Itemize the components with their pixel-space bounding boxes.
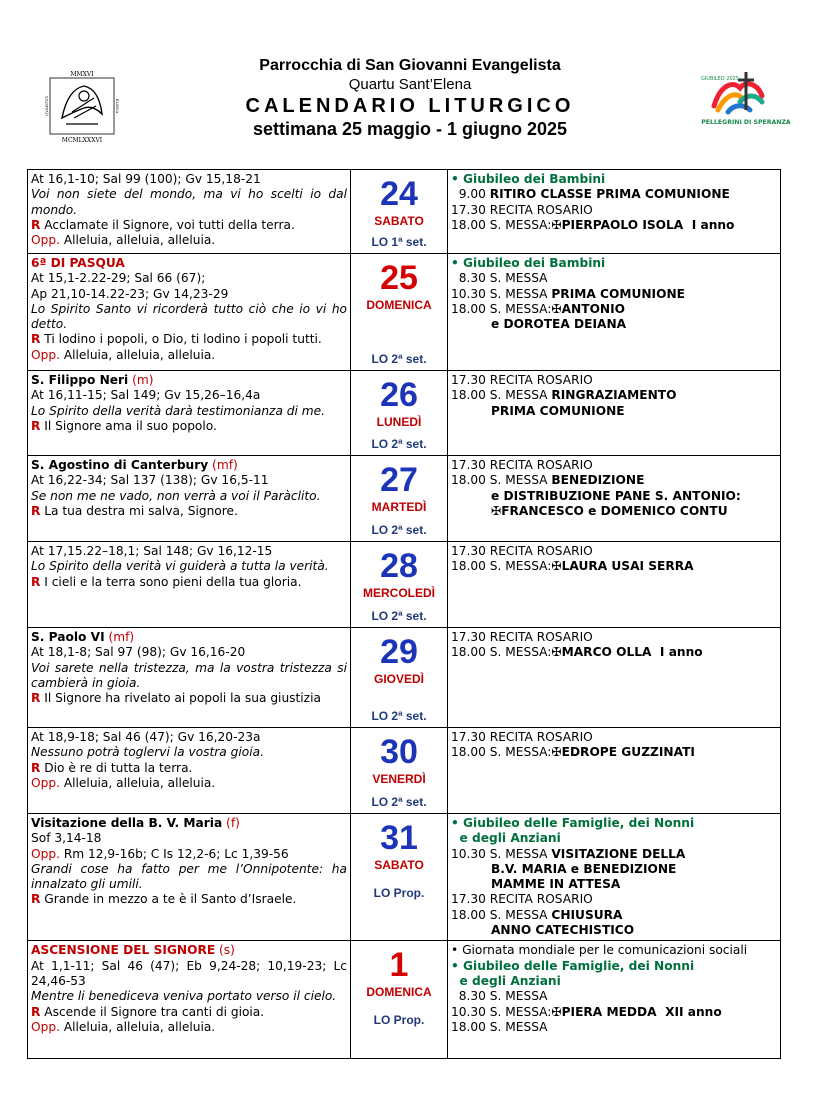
- readings-cell: [28, 254, 351, 371]
- event-line: [451, 404, 777, 419]
- reading-text: Voi non siete del mondo, ma vi ho scelti io dal mondo.: [31, 187, 347, 217]
- event-line: [451, 1020, 777, 1035]
- event-highlight: BENEDIZIONE: [551, 473, 645, 488]
- reading-line: [31, 302, 347, 333]
- liturgy-of-hours: LO 2ª set.: [371, 608, 427, 623]
- event-line: [451, 544, 777, 559]
- day-number: 31: [380, 819, 418, 857]
- event-line: [451, 1005, 777, 1020]
- event-line: [451, 271, 777, 286]
- reading-text: Voi sarete nella tristezza, ma la vostra tristezza si cambierà in gioia.: [31, 660, 347, 690]
- day-name: GIOVEDÌ: [373, 672, 424, 686]
- reading-line: [31, 645, 347, 660]
- events-cell: [448, 814, 781, 941]
- event-line: [451, 816, 777, 831]
- event-line: [451, 862, 777, 877]
- readings-cell: [28, 728, 351, 814]
- event-text: 18.00 S. MESSA:: [451, 217, 552, 232]
- response-marker: R: [31, 418, 41, 433]
- event-line: [451, 489, 777, 504]
- event-highlight: ✠EDROPE GUZZINATI: [551, 745, 695, 760]
- celebration-title: S. Filippo Neri: [31, 373, 129, 387]
- event-text: 18.00 S. MESSA:: [451, 645, 552, 660]
- liturgy-of-hours: LO 2ª set.: [371, 436, 427, 451]
- response-marker: R: [31, 892, 41, 907]
- event-line: [451, 847, 777, 862]
- day-row: [28, 814, 781, 941]
- reading-line: [31, 959, 347, 990]
- reading-text: Alleluia, alleluia, alleluia.: [59, 1019, 216, 1034]
- readings-cell: [28, 371, 351, 456]
- celebration-title: ASCENSIONE DEL SIGNORE: [31, 943, 216, 958]
- event-line: [451, 892, 777, 907]
- events-cell: [448, 941, 781, 1059]
- date-cell: [351, 456, 448, 542]
- reading-line: [31, 172, 347, 187]
- liturgy-of-hours: LO 2ª set.: [371, 794, 427, 809]
- day-name: MERCOLEDÌ: [363, 586, 435, 600]
- event-line: [451, 559, 777, 574]
- event-highlight: CHIUSURA: [551, 907, 623, 922]
- day-number: 26: [380, 376, 418, 414]
- event-line: [451, 256, 777, 271]
- reading-line: [31, 404, 347, 419]
- event-highlight: RINGRAZIAMENTO: [551, 388, 677, 403]
- response-marker: R: [31, 691, 41, 706]
- response-marker: Opp.: [31, 846, 60, 861]
- calendar-title: CALENDARIO LITURGICO: [245, 95, 575, 117]
- event-text: 9.00: [451, 187, 490, 202]
- parish-name: Parrocchia di San Giovanni Evangelista: [259, 57, 561, 74]
- reading-text: Nessuno potrà toglervi la vostra gioia.: [31, 745, 264, 760]
- header: [0, 56, 820, 140]
- reading-text: At 15,1-2.22-29; Sal 66 (67);: [31, 271, 206, 286]
- celebration-title: Visitazione della B. V. Maria: [31, 816, 223, 830]
- response-marker: Opp.: [31, 775, 60, 790]
- day-number: 25: [380, 259, 418, 297]
- jubilee-event: • Giubileo delle Famiglie, dei Nonni: [451, 958, 695, 973]
- readings-cell: [28, 941, 351, 1059]
- celebration-title: S. Paolo VI: [31, 630, 105, 644]
- event-line: [451, 187, 777, 202]
- event-line: [451, 504, 777, 519]
- day-name: MARTEDÌ: [371, 500, 427, 514]
- day-name: DOMENICA: [366, 985, 432, 1000]
- date-cell: [351, 542, 448, 628]
- event-line: [451, 302, 777, 317]
- reading-text: Lo Spirito della verità darà testimonianza di me.: [31, 403, 326, 418]
- celebration-rank: (mf): [104, 630, 135, 644]
- reading-text: At 1,1-11; Sal 46 (47); Eb 9,24-28; 10,19-23; Lc 24,46-53: [31, 958, 347, 988]
- event-highlight: ✠ANTONIO: [551, 301, 626, 316]
- reading-text: Alleluia, alleluia, alleluia.: [59, 775, 216, 790]
- reading-line: [31, 348, 347, 363]
- reading-text: Sof 3,14-18: [31, 831, 102, 846]
- reading-line: [31, 332, 347, 347]
- event-highlight: e DOROTEA DEIANA: [491, 317, 627, 332]
- day-name: DOMENICA: [366, 298, 432, 312]
- jubilee-year: GIUBILEO 2025: [700, 76, 740, 82]
- reading-text: Ascende il Signore tra canti di gioia.: [40, 1004, 265, 1019]
- reading-text: Grande in mezzo a te è il Santo d’Israele.: [40, 892, 297, 907]
- event-highlight: VISITAZIONE DELLA: [551, 846, 686, 861]
- celebration-title: 6ª DI PASQUA: [31, 256, 125, 270]
- event-line: [451, 287, 777, 302]
- liturgy-of-hours: LO Prop.: [373, 1013, 425, 1028]
- reading-line: [31, 504, 347, 519]
- event-line: [451, 388, 777, 403]
- reading-line: [31, 661, 347, 692]
- reading-line: [31, 847, 347, 862]
- event-line: [451, 458, 777, 473]
- seal-left-text: QVARTVS: [44, 95, 49, 117]
- event-highlight: ANNO CATECHISTICO: [491, 923, 635, 938]
- event-line: [451, 630, 777, 645]
- response-marker: Opp.: [31, 347, 60, 362]
- date-cell: [351, 170, 448, 254]
- reading-text: At 16,11-15; Sal 149; Gv 15,26–16,4a: [31, 388, 261, 403]
- day-row: [28, 371, 781, 456]
- day-row: [28, 254, 781, 371]
- reading-text: At 18,1-8; Sal 97 (98); Gv 16,16-20: [31, 645, 246, 660]
- event-highlight: ✠LAURA USAI SERRA: [551, 559, 694, 574]
- events-cell: [448, 254, 781, 371]
- reading-line: [31, 233, 347, 248]
- reading-text: Lo Spirito Santo vi ricorderà tutto ciò che io vi ho detto.: [31, 301, 347, 332]
- reading-line: [31, 816, 347, 831]
- reading-line: [31, 943, 347, 958]
- reading-text: Rm 12,9-16b; C Is 12,2-6; Lc 1,39-56: [59, 846, 289, 861]
- event-text: 17.30 RECITA ROSARIO: [451, 892, 593, 907]
- week-range: settimana 25 maggio - 1 giugno 2025: [252, 119, 568, 139]
- event-line: [451, 831, 777, 846]
- response-marker: R: [31, 574, 41, 589]
- liturgy-of-hours: LO 2ª set.: [371, 522, 427, 537]
- event-line: [451, 877, 777, 892]
- day-number: 29: [380, 633, 418, 671]
- event-text: 10.30 S. MESSA: [451, 846, 552, 861]
- event-text: 10.30 S. MESSA: [451, 286, 552, 301]
- event-line: [451, 172, 777, 187]
- reading-text: Ap 21,10-14.22-23; Gv 14,23-29: [31, 286, 229, 301]
- reading-line: [31, 256, 347, 271]
- event-text: 18.00 S. MESSA: [451, 1019, 548, 1034]
- reading-text: At 16,1-10; Sal 99 (100); Gv 15,18-21: [31, 172, 261, 186]
- event-text: 18.00 S. MESSA:: [451, 745, 552, 760]
- day-row: [28, 628, 781, 728]
- event-highlight: MAMME IN ATTESA: [491, 877, 621, 892]
- day-name: SABATO: [374, 858, 424, 872]
- celebration-rank: (f): [222, 816, 240, 830]
- event-highlight: ✠PIERPAOLO ISOLA I anno: [551, 217, 735, 232]
- event-highlight: PRIMA COMUNIONE: [491, 403, 625, 418]
- reading-line: [31, 559, 347, 574]
- reading-line: [31, 373, 347, 388]
- reading-text: La tua destra mi salva, Signore.: [40, 503, 238, 518]
- jubilee-logo: [700, 66, 791, 128]
- reading-text: At 17,15.22–18,1; Sal 148; Gv 16,12-15: [31, 544, 273, 558]
- readings-cell: [28, 814, 351, 941]
- day-row: [28, 456, 781, 542]
- event-text: 17.30 RECITA ROSARIO: [451, 544, 593, 558]
- event-text: 8.30 S. MESSA: [451, 989, 548, 1004]
- jubilee-event: • Giubileo dei Bambini: [451, 256, 606, 270]
- event-line: [451, 745, 777, 760]
- celebration-rank: (m): [128, 373, 154, 387]
- event-text: • Giornata mondiale per le comunicazioni sociali: [451, 943, 748, 958]
- reading-text: Grandi cose ha fatto per me l’Onnipotente: ha innalzato gli umili.: [31, 861, 347, 892]
- events-cell: [448, 456, 781, 542]
- reading-line: [31, 218, 347, 233]
- reading-text: Acclamate il Signore, voi tutti della terra.: [40, 217, 295, 232]
- day-name: SABATO: [374, 214, 424, 228]
- reading-line: [31, 1005, 347, 1020]
- date-cell: [351, 941, 448, 1059]
- event-line: [451, 943, 777, 958]
- event-highlight: ✠FRANCESCO e DOMENICO CONTU: [491, 503, 728, 518]
- event-text: 8.30 S. MESSA: [451, 271, 548, 286]
- reading-line: [31, 575, 347, 590]
- reading-text: Se non me ne vado, non verrà a voi il Paràclito.: [31, 488, 321, 503]
- event-text: 18.00 S. MESSA: [451, 907, 552, 922]
- response-marker: R: [31, 1004, 41, 1019]
- reading-line: [31, 458, 347, 473]
- response-marker: R: [31, 332, 41, 347]
- liturgy-of-hours: LO 2ª set.: [371, 351, 427, 366]
- day-number: 28: [380, 547, 418, 585]
- event-line: [451, 974, 777, 989]
- event-line: [451, 923, 777, 938]
- event-text: 17.30 RECITA ROSARIO: [451, 730, 593, 744]
- reading-line: [31, 730, 347, 745]
- event-line: [451, 317, 777, 332]
- liturgy-of-hours: LO 2ª set.: [371, 708, 427, 723]
- reading-line: [31, 419, 347, 434]
- liturgy-of-hours: LO Prop.: [373, 886, 425, 900]
- event-highlight: RITIRO CLASSE PRIMA COMUNIONE: [489, 187, 730, 202]
- reading-line: [31, 544, 347, 559]
- event-text: 17.30 RECITA ROSARIO: [451, 630, 593, 644]
- date-cell: [351, 814, 448, 941]
- event-highlight: ✠PIERA MEDDA XII anno: [551, 1004, 722, 1019]
- jubilee-event: e degli Anziani: [451, 831, 561, 846]
- celebration-title: S. Agostino di Canterbury: [31, 458, 209, 472]
- event-line: [451, 989, 777, 1004]
- date-cell: [351, 254, 448, 371]
- event-line: [451, 373, 777, 388]
- reading-text: I cieli e la terra sono pieni della tua gloria.: [40, 574, 302, 589]
- reading-line: [31, 892, 347, 907]
- seal-bottom-text: MCMLXXXVI: [61, 137, 103, 144]
- event-highlight: e DISTRIBUZIONE PANE S. ANTONIO:: [491, 488, 741, 503]
- response-marker: Opp.: [31, 1019, 60, 1034]
- reading-line: [31, 862, 347, 893]
- readings-cell: [28, 542, 351, 628]
- reading-line: [31, 745, 347, 760]
- event-text: 18.00 S. MESSA:: [451, 559, 552, 574]
- town-name: Quartu Sant’Elena: [348, 76, 472, 93]
- reading-line: [31, 489, 347, 504]
- event-text: 18.00 S. MESSA: [451, 388, 552, 403]
- day-row: [28, 170, 781, 254]
- event-text: 17.30 RECITA ROSARIO: [451, 202, 593, 217]
- reading-line: [31, 630, 347, 645]
- response-marker: R: [31, 503, 41, 518]
- event-text: 10.30 S. MESSA:: [451, 1004, 552, 1019]
- day-number: 24: [380, 175, 418, 213]
- event-line: [451, 473, 777, 488]
- reading-line: [31, 187, 347, 218]
- jubilee-motto: PELLEGRINI DI SPERANZA: [701, 119, 791, 126]
- readings-cell: [28, 170, 351, 254]
- reading-line: [31, 388, 347, 403]
- event-text: 17.30 RECITA ROSARIO: [451, 458, 593, 472]
- day-row: [28, 542, 781, 628]
- jubilee-event: • Giubileo dei Bambini: [451, 172, 606, 186]
- day-row: [28, 941, 781, 1059]
- event-text: 18.00 S. MESSA:: [451, 301, 552, 316]
- reading-line: [31, 1020, 347, 1035]
- reading-text: Alleluia, alleluia, alleluia.: [59, 347, 216, 362]
- jubilee-event: e degli Anziani: [451, 973, 561, 988]
- event-line: [451, 218, 777, 233]
- response-marker: Opp.: [31, 233, 60, 248]
- reading-text: At 16,22-34; Sal 137 (138); Gv 16,5-11: [31, 473, 269, 488]
- reading-text: Il Signore ha rivelato ai popoli la sua giustizia: [40, 691, 321, 706]
- date-cell: [351, 371, 448, 456]
- seal-top-text: MMXVI: [70, 71, 94, 78]
- reading-line: [31, 831, 347, 846]
- event-line: [451, 908, 777, 923]
- event-text: 18.00 S. MESSA: [451, 473, 552, 488]
- events-cell: [448, 542, 781, 628]
- response-marker: R: [31, 217, 41, 232]
- reading-text: Dio è re di tutta la terra.: [40, 760, 193, 775]
- events-cell: [448, 628, 781, 728]
- readings-cell: [28, 628, 351, 728]
- reading-text: Il Signore ama il suo popolo.: [40, 418, 217, 433]
- reading-line: [31, 989, 347, 1004]
- events-cell: [448, 371, 781, 456]
- day-row: [28, 728, 781, 814]
- event-line: [451, 203, 777, 218]
- events-cell: [448, 728, 781, 814]
- reading-text: At 18,9-18; Sal 46 (47); Gv 16,20-23a: [31, 730, 261, 744]
- events-cell: [448, 170, 781, 254]
- event-line: [451, 730, 777, 745]
- day-number: 1: [389, 946, 409, 985]
- day-number: 27: [380, 461, 418, 499]
- reading-text: Lo Spirito della verità vi guiderà a tutta la verità.: [31, 559, 329, 574]
- event-line: [451, 959, 777, 974]
- celebration-rank: (mf): [208, 458, 238, 472]
- reading-line: [31, 761, 347, 776]
- reading-text: Mentre li benediceva veniva portato verso il cielo.: [31, 989, 337, 1004]
- reading-line: [31, 473, 347, 488]
- event-line: [451, 645, 777, 660]
- reading-line: [31, 287, 347, 302]
- jubilee-event: • Giubileo delle Famiglie, dei Nonni: [451, 816, 695, 830]
- event-highlight: B.V. MARIA e BENEDIZIONE: [491, 861, 677, 876]
- event-highlight: PRIMA COMUNIONE: [551, 286, 685, 301]
- event-highlight: ✠MARCO OLLA I anno: [551, 645, 703, 660]
- date-cell: [351, 728, 448, 814]
- response-marker: R: [31, 760, 41, 775]
- reading-line: [31, 776, 347, 791]
- reading-line: [31, 271, 347, 286]
- event-text: 17.30 RECITA ROSARIO: [451, 373, 593, 387]
- celebration-rank: (s): [215, 943, 235, 958]
- day-number: 30: [380, 733, 418, 771]
- reading-text: Ti lodino i popoli, o Dio, ti lodino i popoli tutti.: [40, 332, 322, 347]
- day-name: LUNEDÌ: [376, 415, 422, 429]
- liturgy-of-hours: LO 1ª set.: [371, 234, 427, 249]
- date-cell: [351, 628, 448, 728]
- readings-cell: [28, 456, 351, 542]
- calendar-table: [27, 169, 781, 1059]
- reading-line: [31, 691, 347, 706]
- day-name: VENERDÌ: [372, 772, 426, 786]
- seal-right-text: ELENA: [115, 98, 120, 114]
- reading-text: Alleluia, alleluia, alleluia.: [59, 233, 216, 248]
